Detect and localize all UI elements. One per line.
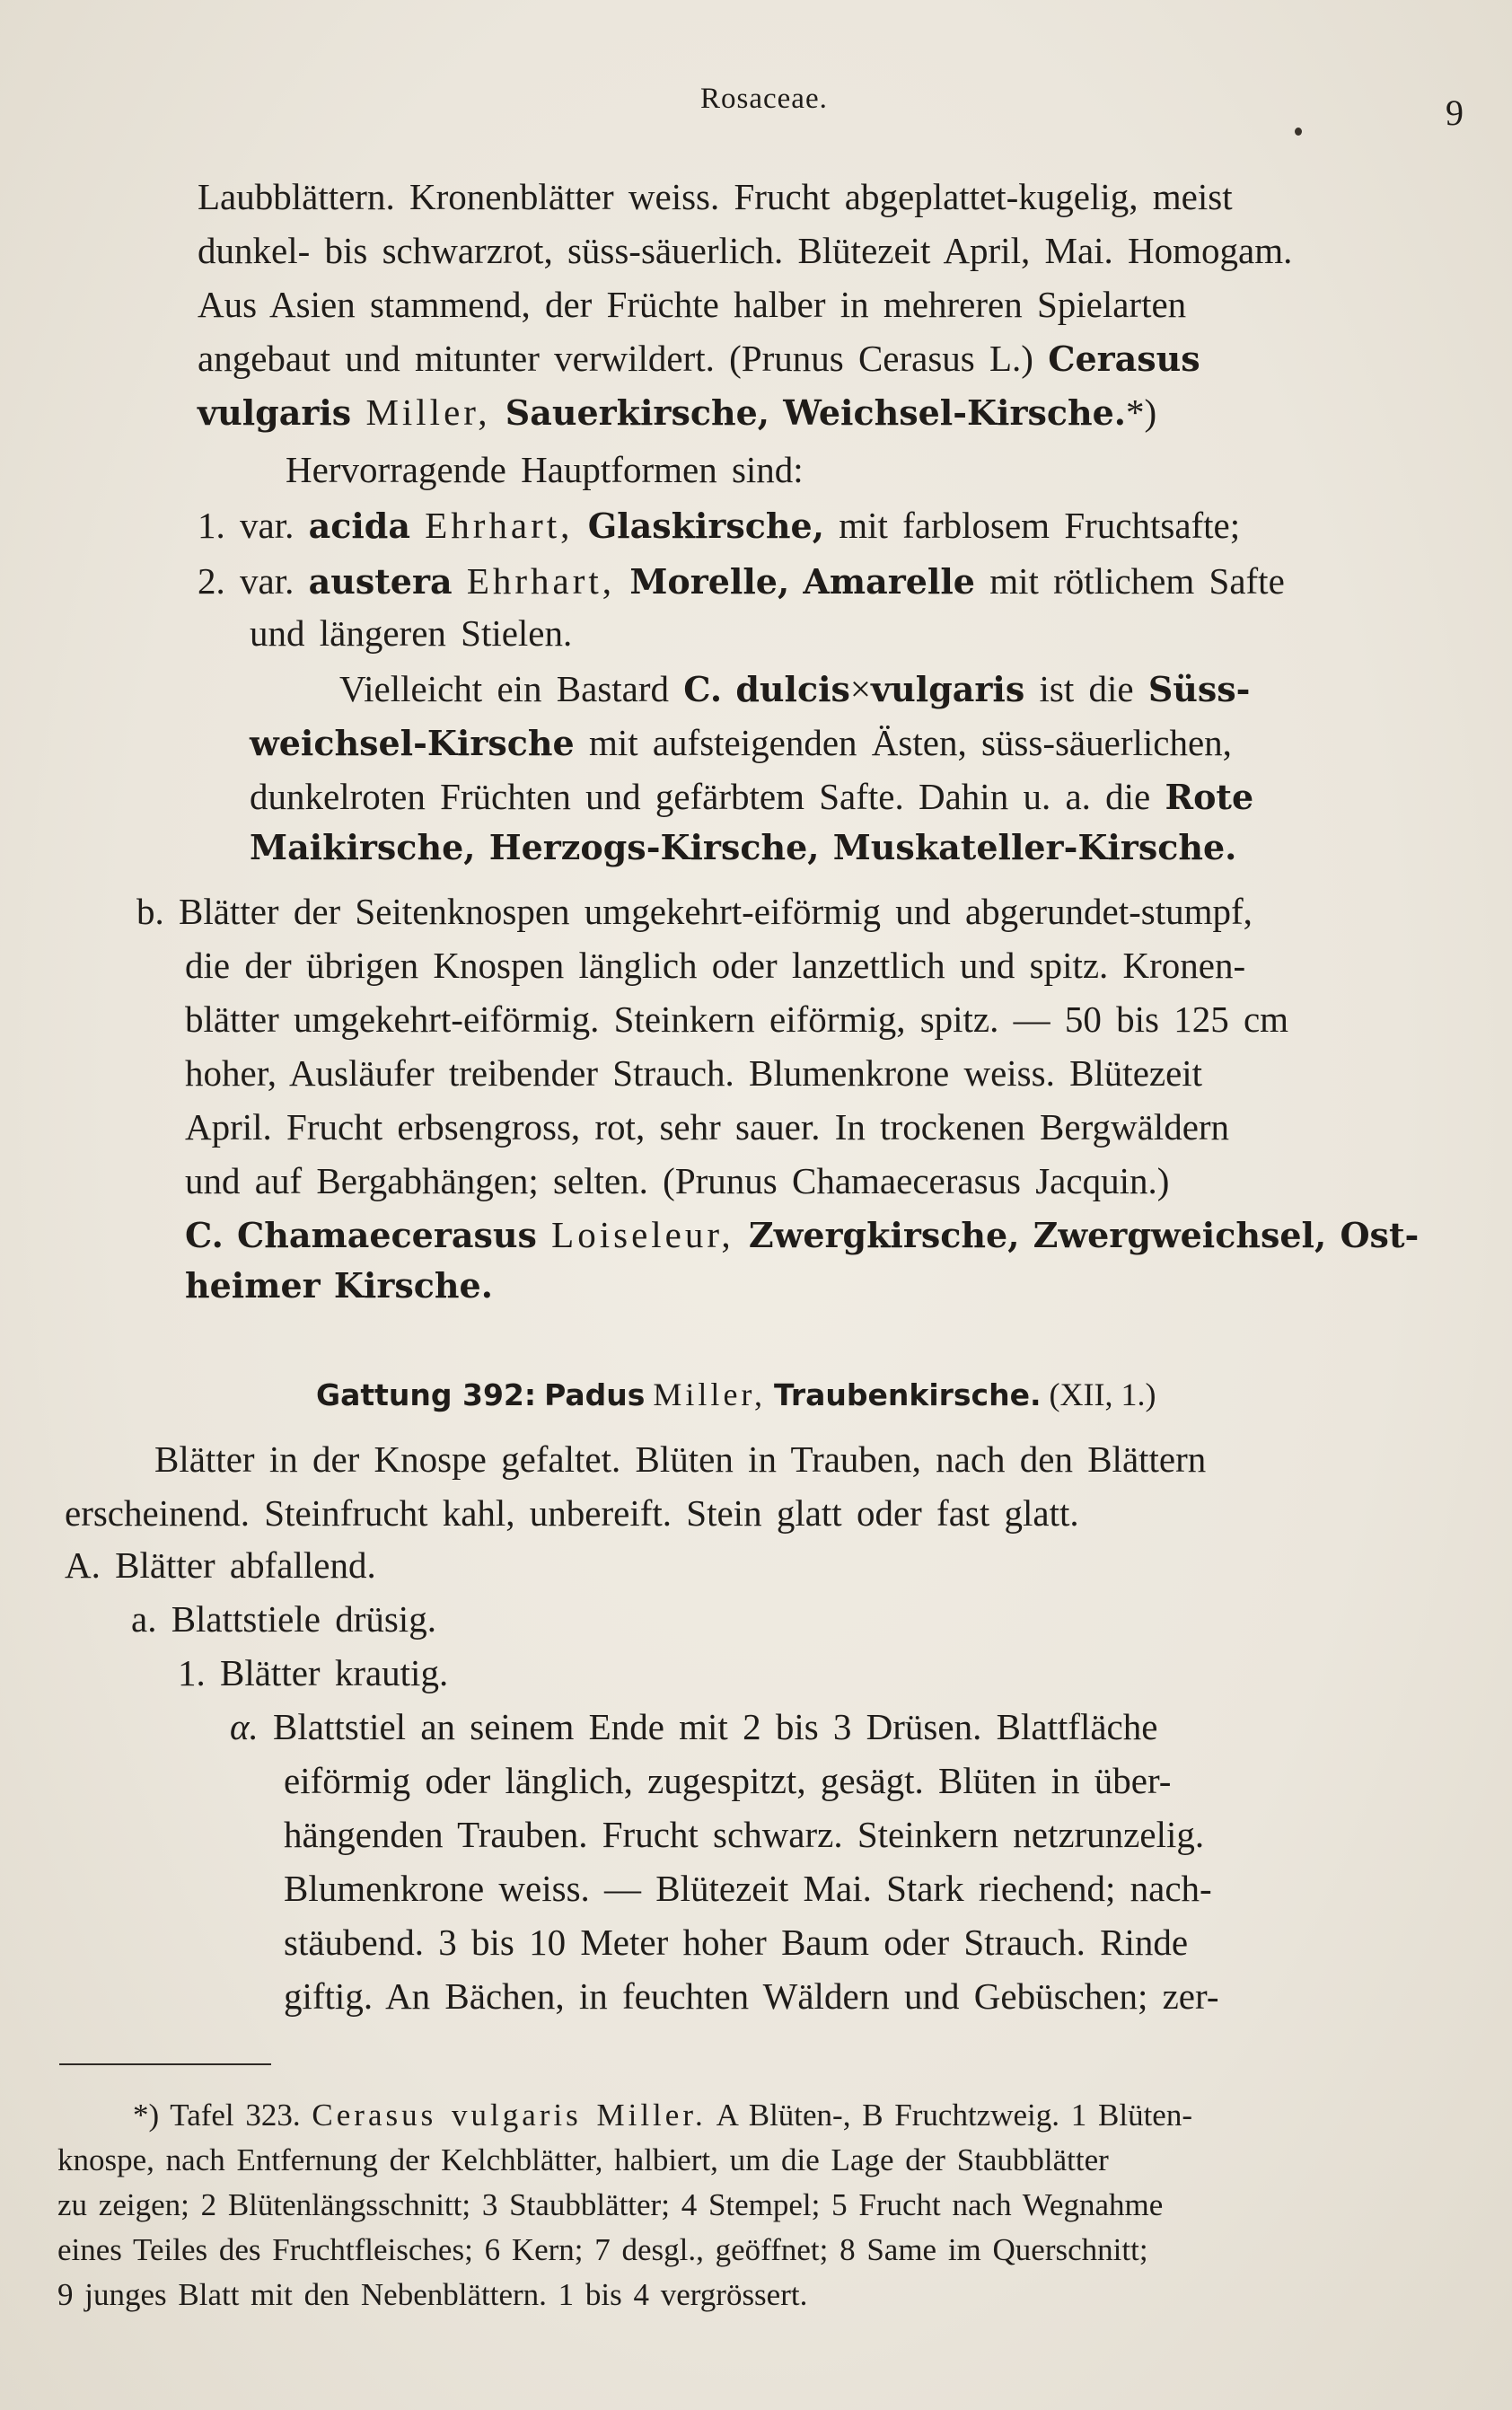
- author-name: Ehrhart,: [466, 560, 616, 602]
- running-head: Rosaceae.: [700, 83, 828, 115]
- list-number: 1.: [198, 505, 225, 546]
- body-line: und längeren Stielen.: [250, 612, 573, 654]
- body-text: dunkelroten Früchten und gefärbtem Safte. Dahin u. a. die: [250, 776, 1151, 817]
- body-line: Laubblättern. Kronenblätter weiss. Frucht abgeplattet-kugelig, meist: [198, 176, 1233, 217]
- body-line: und auf Bergabhängen; selten. (Prunus Chamaecerasus Jacquin.): [185, 1160, 1170, 1201]
- body-text: mit rötlichem Safte: [989, 560, 1285, 602]
- variety-name: acida: [308, 506, 410, 546]
- species-name: vulgaris: [198, 392, 352, 433]
- common-names-line: Maikirsche, Herzogs-Kirsche, Muskateller-Kirsche.: [250, 827, 1237, 867]
- key-line: 1. Blätter krautig.: [178, 1652, 449, 1693]
- page-number: 9: [1446, 92, 1464, 133]
- footnote-ref: *): [1126, 391, 1157, 433]
- body-text: Blattstiel an seinem Ende mit 2 bis 3 Drüsen. Blattfläche: [273, 1706, 1158, 1747]
- body-line: stäubend. 3 bis 10 Meter hoher Baum oder Strauch. Rinde: [284, 1922, 1189, 1963]
- footnote-species: Cerasus vulgaris Miller.: [312, 2098, 707, 2133]
- footnote-line: knospe, nach Entfernung der Kelchblätter, halbiert, um die Lage der Staubblätter: [57, 2142, 1109, 2177]
- body-line: April. Frucht erbsengross, rot, sehr sauer. In trockenen Bergwäldern: [185, 1106, 1230, 1148]
- key-line: [230, 1706, 1157, 1748]
- hybrid-sign: ×: [849, 668, 872, 709]
- common-name: Rote: [1165, 777, 1254, 817]
- genus-heading: [316, 1376, 1156, 1413]
- footnote-rule: [59, 2063, 271, 2065]
- body-line: [250, 776, 1253, 818]
- body-text: Vielleicht ein Bastard: [339, 668, 670, 709]
- footnote-line: eines Teiles des Fruchtfleisches; 6 Kern; 7 desgl., geöffnet; 8 Same im Querschnitt;: [57, 2232, 1148, 2267]
- body-text: mit aufsteigenden Ästen, süss-säuerlichen,: [588, 722, 1232, 763]
- author-name: Ehrhart,: [425, 505, 574, 546]
- common-name: Traubenkirsche.: [773, 1377, 1042, 1412]
- page-header: [0, 83, 1512, 136]
- body-line: [198, 391, 1156, 434]
- body-line: die der übrigen Knospen länglich oder lanzettlich und spitz. Kronen-: [185, 945, 1246, 986]
- body-line: [185, 1214, 1419, 1256]
- body-line: eiförmig oder länglich, zugespitzt, gesägt. Blüten in über-: [284, 1760, 1172, 1801]
- var-label: var.: [240, 505, 294, 546]
- body-line: Blätter in der Knospe gefaltet. Blüten in Trauben, nach den Blättern: [154, 1438, 1207, 1480]
- key-marker: α.: [230, 1706, 259, 1747]
- body-line: erscheinend. Steinfrucht kahl, unbereift. Stein glatt oder fast glatt.: [65, 1492, 1079, 1534]
- common-name: Süss-: [1147, 669, 1251, 709]
- body-line: Blumenkrone weiss. — Blütezeit Mai. Stark riechend; nach-: [284, 1868, 1212, 1909]
- body-text: ist die: [1039, 668, 1134, 709]
- species-name: C. Chamaecerasus: [185, 1215, 537, 1255]
- author-name: Loiseleur,: [551, 1214, 734, 1255]
- species-name: C. dulcis: [683, 669, 850, 709]
- list-number: 2.: [198, 560, 225, 602]
- body-line: b. Blätter der Seitenknospen umgekehrt-eiförmig und abgerundet-stumpf,: [136, 891, 1253, 932]
- body-line: dunkel- bis schwarzrot, süss-säuerlich. Blütezeit April, Mai. Homogam.: [198, 230, 1293, 271]
- genus-label: Gattung 392:: [316, 1377, 537, 1412]
- species-name: vulgaris: [871, 669, 1025, 709]
- author-name: Miller,: [653, 1377, 766, 1412]
- body-line: hängenden Trauben. Frucht schwarz. Steinkern netzrunzelig.: [284, 1814, 1205, 1855]
- forms-intro: Hervorragende Hauptformen sind:: [286, 449, 804, 490]
- body-line: Aus Asien stammend, der Früchte halber in mehreren Spielarten: [198, 284, 1187, 325]
- body-line: [339, 668, 1250, 710]
- key-line: A. Blätter abfallend.: [65, 1544, 376, 1586]
- footnote-text: A Blüten-, B Fruchtzweig. 1 Blüten-: [716, 2098, 1192, 2133]
- common-name: Zwergkirsche, Zwergweichsel, Ost-: [748, 1215, 1420, 1255]
- common-name: weichsel-Kirsche: [250, 723, 575, 763]
- body-line: giftig. An Bächen, in feuchten Wäldern und Gebüschen; zer-: [284, 1975, 1219, 2017]
- common-name: Morelle, Amarelle: [629, 561, 975, 602]
- body-line: hoher, Ausläufer treibender Strauch. Blumenkrone weiss. Blütezeit: [185, 1052, 1203, 1094]
- ink-speck: [1295, 128, 1302, 136]
- variety-line: [198, 560, 1285, 602]
- footnote-line: 9 junges Blatt mit den Nebenblättern. 1 bis 4 vergrössert.: [57, 2277, 808, 2312]
- body-line: blätter umgekehrt-eiförmig. Steinkern eiförmig, spitz. — 50 bis 125 cm: [185, 998, 1289, 1040]
- species-name: Cerasus: [1048, 339, 1200, 379]
- common-name: Glaskirsche,: [587, 506, 824, 546]
- linnaean-class: (XII, 1.): [1049, 1377, 1156, 1412]
- author-name: Miller,: [365, 391, 491, 433]
- key-line: a. Blattstiele drüsig.: [131, 1598, 436, 1640]
- body-line: [250, 722, 1232, 764]
- genus-name: Padus: [544, 1377, 646, 1412]
- body-text: mit farblosem Fruchtsafte;: [839, 505, 1241, 546]
- variety-name: austera: [308, 561, 453, 602]
- common-name: Sauerkirsche, Weichsel-Kirsche.: [505, 392, 1127, 433]
- body-line: [198, 338, 1200, 380]
- footnote-line: zu zeigen; 2 Blütenlängsschnitt; 3 Staubblätter; 4 Stempel; 5 Frucht nach Wegnahme: [57, 2187, 1164, 2222]
- var-label: var.: [240, 560, 294, 602]
- body-text: angebaut und mitunter verwildert. (Prunus Cerasus L.): [198, 338, 1033, 379]
- footnote-text: *) Tafel 323.: [133, 2098, 301, 2133]
- variety-line: [198, 505, 1240, 547]
- common-names-line: heimer Kirsche.: [185, 1265, 493, 1306]
- footnote-line: [133, 2098, 1192, 2133]
